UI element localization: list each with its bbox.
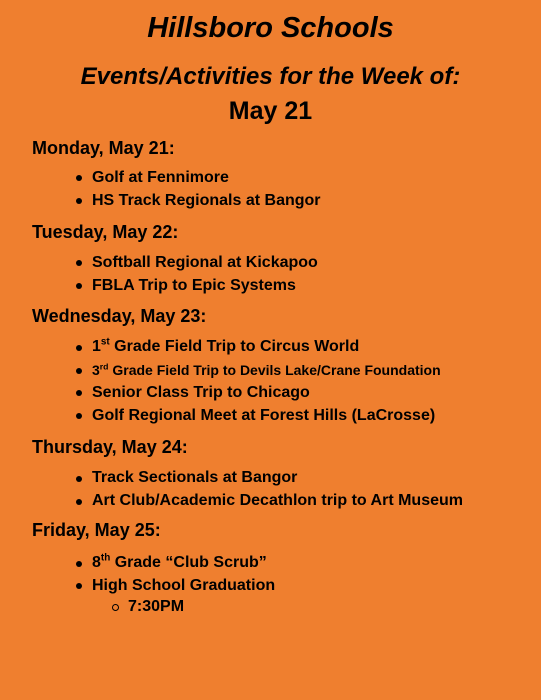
bullet-icon: [76, 260, 82, 266]
bullet-icon: [76, 390, 82, 396]
event-item: 1st Grade Field Trip to Circus World: [92, 336, 360, 355]
bullet-icon: [76, 413, 82, 419]
page-title: Hillsboro Schools: [147, 12, 394, 44]
week-date: May 21: [228, 97, 313, 125]
event-item: High School Graduation: [92, 577, 276, 594]
bullet-icon: [76, 175, 82, 181]
event-item: Golf Regional Meet at Forest Hills (LaCrosse): [92, 407, 436, 424]
day-heading-friday: Friday, May 25:: [32, 520, 161, 540]
day-heading-monday: Monday, May 21:: [32, 138, 175, 158]
day-heading-wednesday: Wednesday, May 23:: [32, 306, 207, 326]
bullet-icon: [76, 368, 82, 374]
event-item: Senior Class Trip to Chicago: [92, 384, 310, 401]
bullet-icon: [76, 198, 82, 204]
day-heading-thursday: Thursday, May 24:: [32, 437, 188, 457]
event-item: FBLA Trip to Epic Systems: [92, 277, 296, 294]
bullet-icon: [76, 283, 82, 289]
event-item: 8th Grade “Club Scrub”: [92, 552, 267, 571]
event-item: 3rd Grade Field Trip to Devils Lake/Crane Foundation: [92, 361, 441, 378]
bullet-icon: [76, 583, 82, 589]
page-subtitle: Events/Activities for the Week of:: [80, 63, 461, 90]
event-item: Art Club/Academic Decathlon trip to Art Museum: [92, 492, 463, 509]
event-item: HS Track Regionals at Bangor: [92, 192, 321, 209]
bullet-icon: [76, 476, 82, 482]
event-item: Golf at Fennimore: [92, 169, 229, 186]
bullet-icon: [76, 345, 82, 351]
day-heading-tuesday: Tuesday, May 22:: [32, 222, 179, 242]
event-item: Softball Regional at Kickapoo: [92, 254, 318, 271]
event-sub-item: 7:30PM: [128, 598, 185, 615]
bullet-icon: [76, 561, 82, 567]
bullet-icon: [76, 499, 82, 505]
hollow-bullet-icon: [112, 604, 119, 611]
event-item: Track Sectionals at Bangor: [92, 469, 298, 486]
